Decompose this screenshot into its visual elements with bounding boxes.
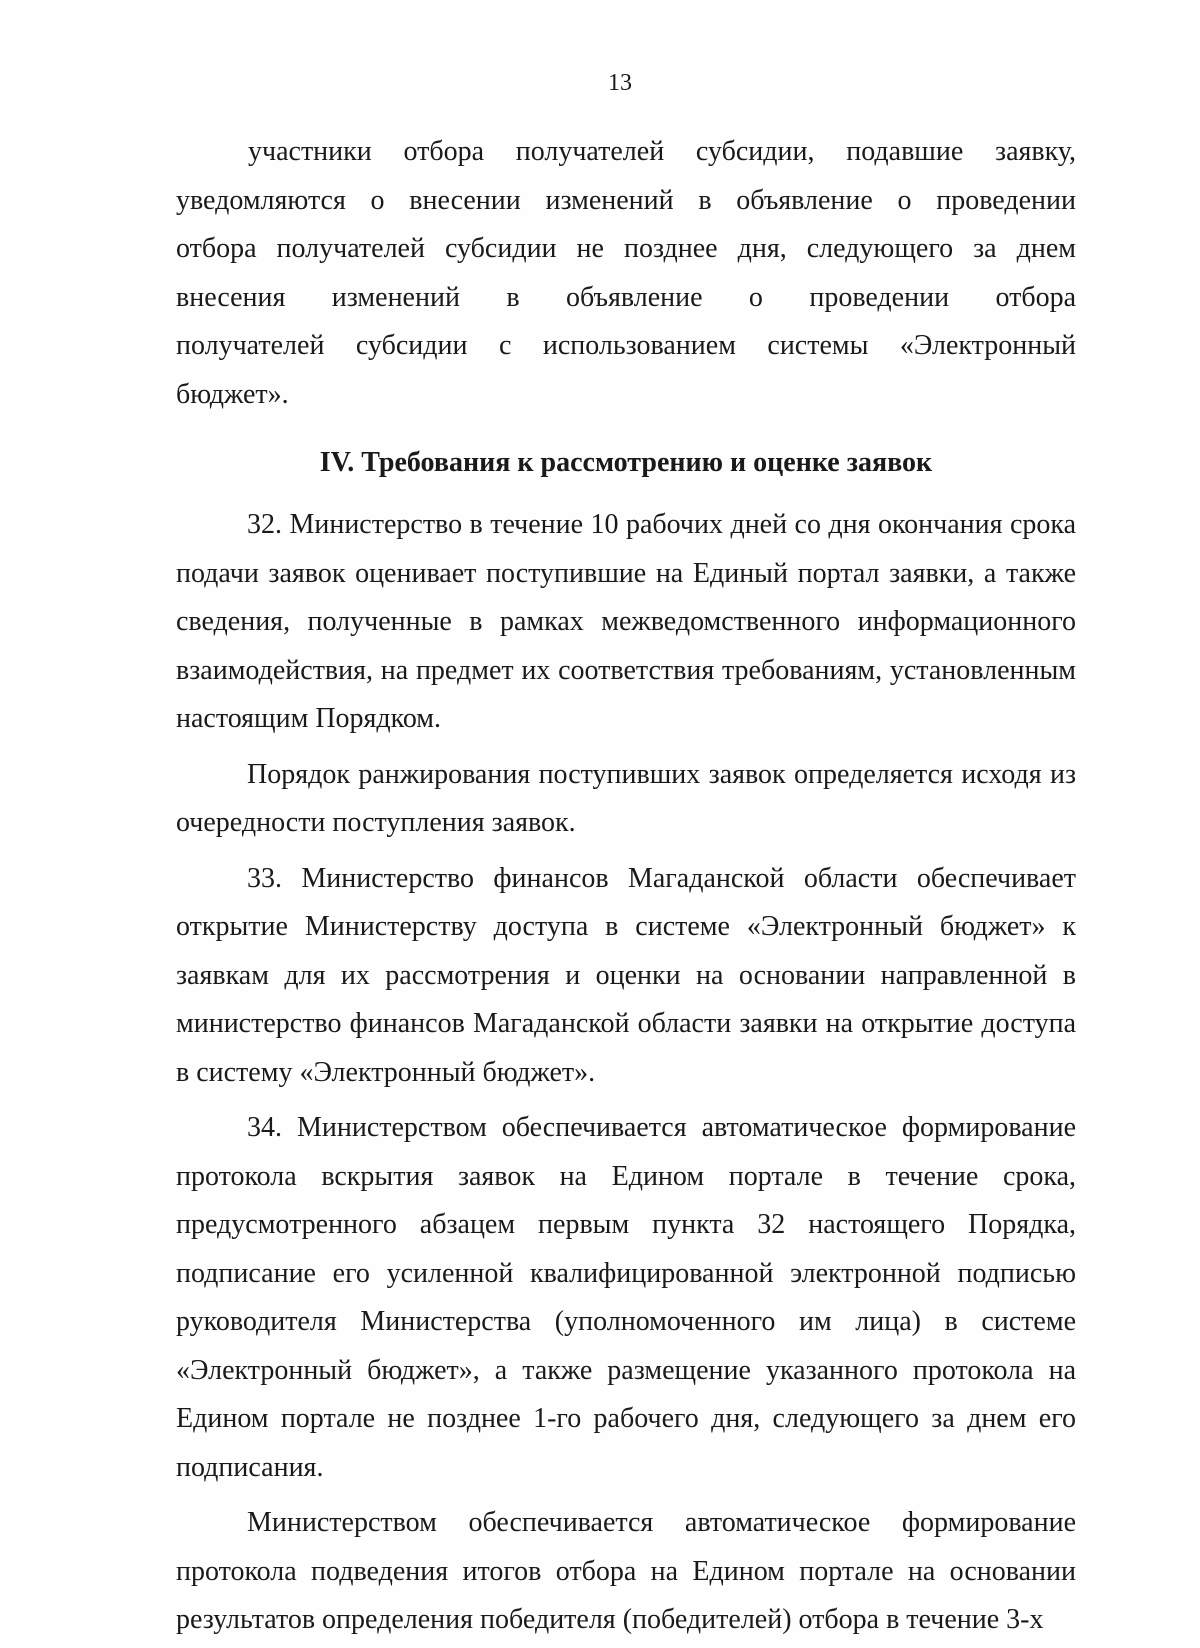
- paragraph-ranking-order: Порядок ранжирования поступивших заявок определяется исходя из очередности поступления заявок.: [176, 758, 1076, 838]
- paragraph-34: 34. Министерством обеспечивается автоматическое формирование протокола вскрытия заявок на Едином портале в течение срока, предусмотренного абзацем первым пункта 32 настоящего Порядка, подписание его усиленной квалифицированной электронной подписью руководителя Министерства (уполномоченного им лица) в системе «Электронный бюджет», а также размещение указанного протокола на Едином портале не позднее 1-го рабочего дня, следующего за днем его подписания.: [176, 1112, 1076, 1483]
- document-body: [176, 128, 1076, 1645]
- paragraph-33: 33. Министерство финансов Магаданской области обеспечивает открытие Министерству доступа в системе «Электронный бюджет» к заявкам для их рассмотрения и оценки на основании направленной в министерство финансов Магаданской области заявки на открытие доступа в систему «Электронный бюджет».: [176, 862, 1076, 1088]
- paragraph-32: 32. Министерство в течение 10 рабочих дней со дня окончания срока подачи заявок оценивает поступившие на Единый портал заявки, а также сведения, полученные в рамках межведомственного информационного взаимодействия, на предмет их соответствия требованиям, установленным настоящим Порядком.: [176, 509, 1076, 734]
- page-number: 13: [608, 70, 632, 96]
- paragraph-continuation: участники отбора получателей субсидии, подавшие заявку, уведомляются о внесении изменений в объявление о проведении отбора получателей субсидии не позднее дня, следующего за днем внесения изменений в объявление о проведении отбора получателей субсидии с использованием системы «Электронный бюджет».: [176, 136, 1076, 410]
- section-heading: IV. Требования к рассмотрению и оценке заявок: [319, 447, 933, 478]
- paragraph-summary-protocol: Министерством обеспечивается автоматическое формирование протокола подведения итогов отбора на Едином портале на основании результатов определения победителя (победителей) отбора в течение 3-х: [176, 1507, 1076, 1635]
